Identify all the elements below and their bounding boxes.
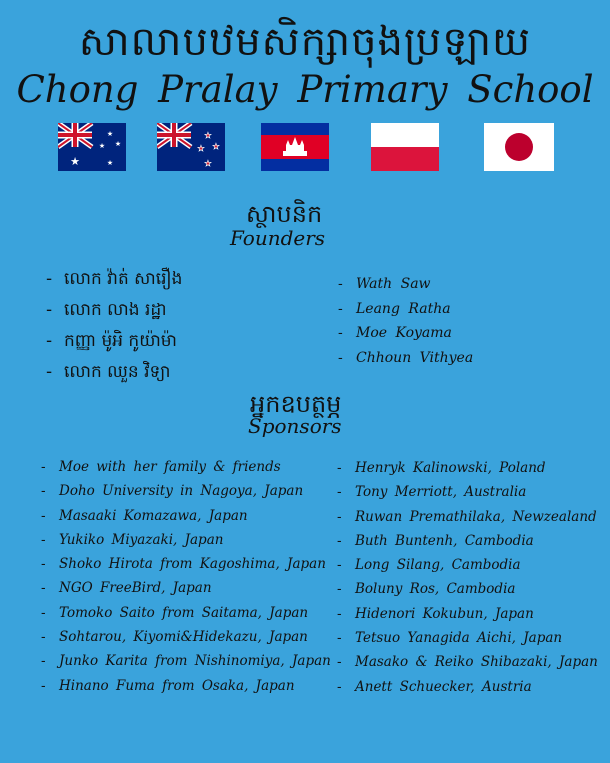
list-item: - លោក ឈួន វិទ្យា (46, 357, 182, 388)
founders-english-list (338, 272, 473, 370)
svg-text:★: ★ (98, 142, 106, 150)
svg-text:★: ★ (212, 142, 220, 151)
founders-khmer-list (46, 264, 182, 388)
svg-text:★: ★ (106, 159, 114, 167)
list-item: - Sohtarou, Kiyomi&Hidekazu, Japan (41, 625, 331, 649)
list-item: - Anett Schuecker, Austria (337, 675, 598, 699)
svg-text:★: ★ (70, 155, 80, 168)
japan-flag-icon (484, 123, 554, 171)
list-item: - Chhoun Vithyea (338, 346, 473, 371)
founders-heading-khmer: ស្ថាបនិក (246, 200, 323, 228)
list-item: - Tetsuo Yanagida Aichi, Japan (337, 626, 598, 650)
list-item: - Shoko Hirota from Kagoshima, Japan (41, 552, 331, 576)
list-item: - Henryk Kalinowski, Poland (337, 456, 598, 480)
list-item: - Ruwan Premathilaka, Newzealand (337, 505, 598, 529)
svg-text:★: ★ (114, 140, 122, 148)
list-item: - Tony Merriott, Australia (337, 480, 598, 504)
list-item: - Junko Karita from Nishinomiya, Japan (41, 649, 331, 673)
poland-flag-icon (371, 123, 439, 171)
sponsors-right-list (337, 456, 598, 699)
svg-text:★: ★ (106, 130, 114, 138)
list-item: - Hinano Fuma from Osaka, Japan (41, 674, 331, 698)
australia-flag-icon (58, 123, 126, 171)
list-item: - Hidenori Kokubun, Japan (337, 602, 598, 626)
list-item: - កញ្ញា ម៉ូអិ កូយ៉ាម៉ា (46, 326, 182, 357)
list-item: - Wath Saw (338, 272, 473, 297)
list-item: - Masaaki Komazawa, Japan (41, 504, 331, 528)
list-item: - Buth Buntenh, Cambodia (337, 529, 598, 553)
sponsors-heading-khmer: អ្នកឧបត្ថម្ភ (250, 390, 342, 418)
sponsors-left-list (41, 455, 331, 698)
school-title-khmer: សាលាបឋមសិក្សាចុងប្រឡាយ (78, 19, 532, 65)
list-item: - លោក វ៉ាត់ សារឿង (46, 264, 182, 295)
list-item: - Tomoko Saito from Saitama, Japan (41, 601, 331, 625)
new-zealand-flag-icon (157, 123, 225, 171)
list-item: - Leang Ratha (338, 297, 473, 322)
list-item: - លោក លាង រដ្ឋា (46, 295, 182, 326)
list-item: - Moe Koyama (338, 321, 473, 346)
svg-text:★: ★ (204, 159, 212, 168)
svg-text:★: ★ (204, 131, 212, 140)
list-item: - Yukiko Miyazaki, Japan (41, 528, 331, 552)
list-item: - Long Silang, Cambodia (337, 553, 598, 577)
list-item: - Masako & Reiko Shibazaki, Japan (337, 650, 598, 674)
svg-text:★: ★ (197, 144, 205, 153)
sponsors-heading-english: Sponsors (248, 414, 342, 438)
cambodia-flag-icon (261, 123, 329, 171)
list-item: - NGO FreeBird, Japan (41, 576, 331, 600)
flags-row (0, 123, 610, 173)
list-item: - Moe with her family & friends (41, 455, 331, 479)
school-title-english: Chong Pralay Primary School (16, 68, 594, 111)
founders-heading-english: Founders (230, 226, 326, 250)
list-item: - Doho University in Nagoya, Japan (41, 479, 331, 503)
list-item: - Boluny Ros, Cambodia (337, 577, 598, 601)
